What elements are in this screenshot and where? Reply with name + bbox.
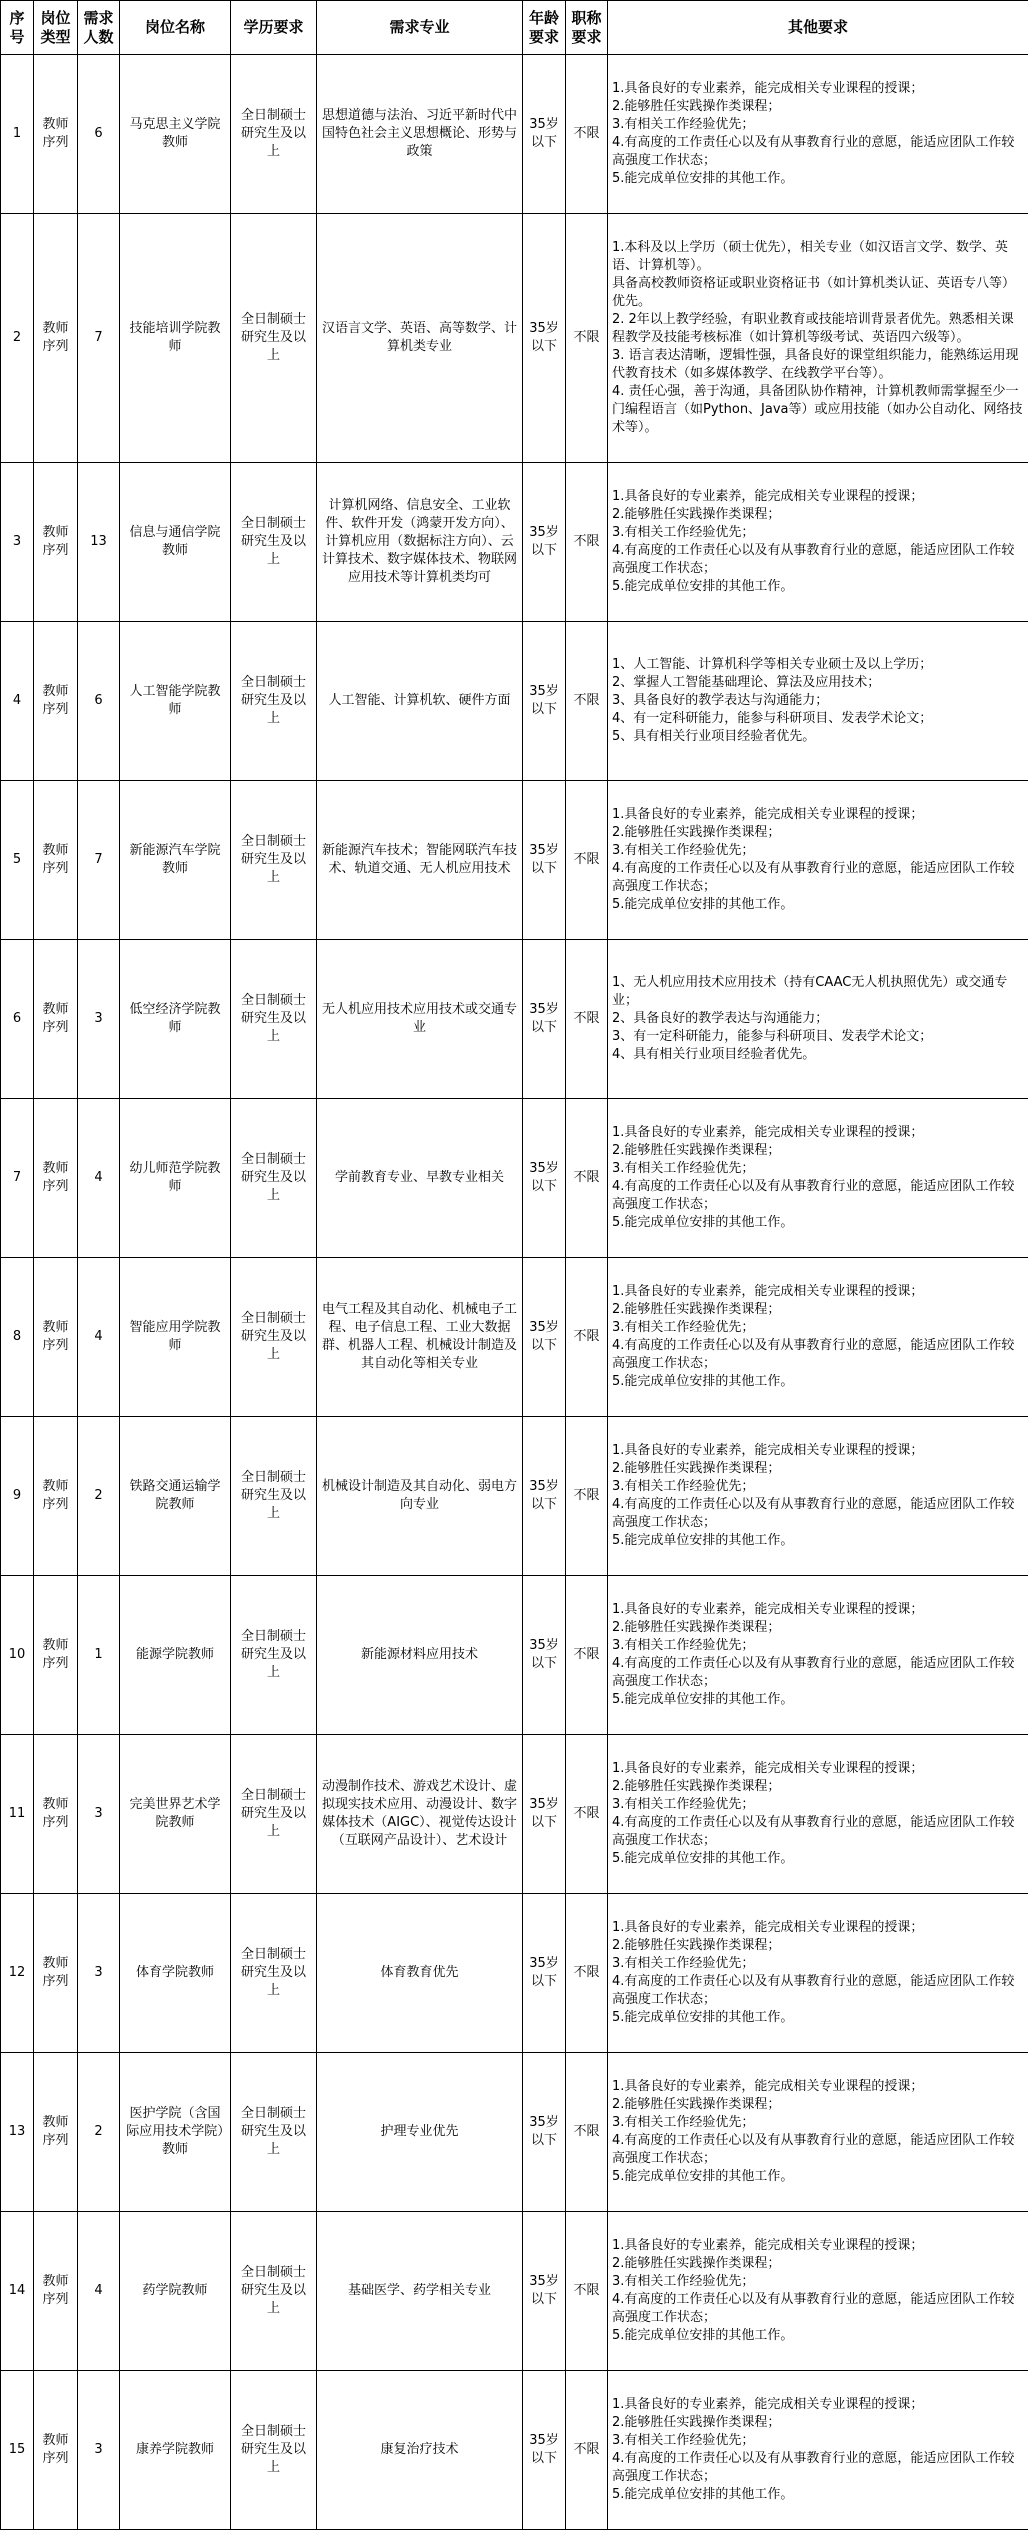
requirement-line: 4.有高度的工作责任心以及有从事教育行业的意愿，能适应团队工作较高强度工作状态； [612, 1974, 1015, 2007]
cell-major: 机械设计制造及其自动化、弱电方向专业 [317, 1417, 523, 1576]
requirement-line: 4.有高度的工作责任心以及有从事教育行业的意愿，能适应团队工作较高强度工作状态； [612, 1497, 1015, 1530]
cell-title: 不限 [566, 1894, 608, 2053]
cell-no: 12 [1, 1894, 34, 2053]
header-row [1, 1, 1028, 55]
cell-other [608, 781, 1028, 940]
cell-count: 2 [78, 1417, 120, 1576]
requirement-line: 4.有高度的工作责任心以及有从事教育行业的意愿，能适应团队工作较高强度工作状态； [612, 135, 1015, 168]
requirement-line: 4. 责任心强，善于沟通，具备团队协作精神，计算机教师需掌握至少一门编程语言（如Python、Java等）或应用技能（如办公自动化、网络技术等）。 [612, 384, 1023, 435]
cell-edu: 全日制硕士研究生及以上 [231, 1576, 317, 1735]
cell-age: 35岁以下 [523, 1417, 566, 1576]
table-row [1, 1417, 1028, 1576]
cell-edu: 全日制硕士研究生及以上 [231, 214, 317, 463]
cell-edu: 全日制硕士研究生及以上 [231, 1735, 317, 1894]
requirement-line: 2.能够胜任实践操作类课程； [612, 1779, 781, 1794]
requirement-line: 3.有相关工作经验优先； [612, 1797, 755, 1812]
requirement-line: 3. 语言表达清晰，逻辑性强，具备良好的课堂组织能力，能熟练运用现代教育技术（如多媒体教学、在线教学平台等）。 [612, 348, 1019, 381]
requirement-line: 3.有相关工作经验优先； [612, 1320, 755, 1335]
cell-age: 35岁以下 [523, 1894, 566, 2053]
cell-edu: 全日制硕士研究生及以上 [231, 622, 317, 781]
requirement-line: 2.能够胜任实践操作类课程； [612, 2097, 781, 2112]
cell-other [608, 1576, 1028, 1735]
requirement-line: 5.能完成单位安排的其他工作。 [612, 2169, 794, 2184]
cell-name: 铁路交通运输学院教师 [120, 1417, 231, 1576]
requirement-line: 5.能完成单位安排的其他工作。 [612, 897, 794, 912]
cell-type: 教师序列 [34, 1099, 78, 1258]
requirement-line: 5.能完成单位安排的其他工作。 [612, 2487, 794, 2502]
cell-major: 新能源汽车技术；智能网联汽车技术、轨道交通、无人机应用技术 [317, 781, 523, 940]
cell-age: 35岁以下 [523, 940, 566, 1099]
table-header [1, 1, 1028, 55]
requirement-line: 1.具备良好的专业素养，能完成相关专业课程的授课； [612, 1284, 924, 1299]
cell-age: 35岁以下 [523, 2371, 566, 2530]
cell-major: 新能源材料应用技术 [317, 1576, 523, 1735]
requirement-line: 2.能够胜任实践操作类课程； [612, 1143, 781, 1158]
table-row [1, 622, 1028, 781]
requirement-line: 4.有高度的工作责任心以及有从事教育行业的意愿，能适应团队工作较高强度工作状态； [612, 2292, 1015, 2325]
cell-no: 4 [1, 622, 34, 781]
cell-name: 信息与通信学院教师 [120, 463, 231, 622]
cell-type: 教师序列 [34, 55, 78, 214]
requirement-line: 3.有相关工作经验优先； [612, 2115, 755, 2130]
cell-count: 3 [78, 2371, 120, 2530]
cell-edu: 全日制硕士研究生及以上 [231, 1894, 317, 2053]
requirement-line: 4.有高度的工作责任心以及有从事教育行业的意愿，能适应团队工作较高强度工作状态； [612, 1179, 1015, 1212]
cell-name: 康养学院教师 [120, 2371, 231, 2530]
cell-type: 教师序列 [34, 463, 78, 622]
table-row [1, 2371, 1028, 2530]
cell-edu: 全日制硕士研究生及以上 [231, 2371, 317, 2530]
cell-edu: 全日制硕士研究生及以上 [231, 1258, 317, 1417]
requirement-line: 3.有相关工作经验优先； [612, 2433, 755, 2448]
cell-edu: 全日制硕士研究生及以上 [231, 781, 317, 940]
cell-count: 7 [78, 781, 120, 940]
cell-type: 教师序列 [34, 2371, 78, 2530]
cell-title: 不限 [566, 622, 608, 781]
requirement-line: 1、人工智能、计算机科学等相关专业硕士及以上学历； [612, 657, 933, 672]
cell-count: 6 [78, 55, 120, 214]
cell-major: 汉语言文学、英语、高等数学、计算机类专业 [317, 214, 523, 463]
requirement-line: 4.有高度的工作责任心以及有从事教育行业的意愿，能适应团队工作较高强度工作状态； [612, 1656, 1015, 1689]
cell-no: 8 [1, 1258, 34, 1417]
cell-major: 护理专业优先 [317, 2053, 523, 2212]
cell-type: 教师序列 [34, 940, 78, 1099]
requirement-line: 4.有高度的工作责任心以及有从事教育行业的意愿，能适应团队工作较高强度工作状态； [612, 2133, 1015, 2166]
requirement-line: 4.有高度的工作责任心以及有从事教育行业的意愿，能适应团队工作较高强度工作状态； [612, 861, 1015, 894]
cell-name: 药学院教师 [120, 2212, 231, 2371]
cell-other [608, 214, 1028, 463]
requirement-line: 3.有相关工作经验优先； [612, 525, 755, 540]
requirement-line: 3.有相关工作经验优先； [612, 1479, 755, 1494]
requirement-line: 2.能够胜任实践操作类课程； [612, 2415, 781, 2430]
requirement-line: 2.能够胜任实践操作类课程； [612, 2256, 781, 2271]
table-row [1, 1099, 1028, 1258]
cell-type: 教师序列 [34, 214, 78, 463]
cell-no: 11 [1, 1735, 34, 1894]
cell-title: 不限 [566, 1099, 608, 1258]
cell-name: 体育学院教师 [120, 1894, 231, 2053]
cell-major: 无人机应用技术应用技术或交通专业 [317, 940, 523, 1099]
cell-no: 13 [1, 2053, 34, 2212]
cell-other [608, 1258, 1028, 1417]
cell-title: 不限 [566, 55, 608, 214]
header-edu: 学历要求 [231, 1, 317, 55]
header-type: 岗位类型 [34, 1, 78, 55]
cell-name: 技能培训学院教师 [120, 214, 231, 463]
requirement-line: 4.有高度的工作责任心以及有从事教育行业的意愿，能适应团队工作较高强度工作状态； [612, 1338, 1015, 1371]
cell-edu: 全日制硕士研究生及以上 [231, 55, 317, 214]
requirement-line: 3、有一定科研能力，能参与科研项目、发表学术论文； [612, 1029, 933, 1044]
requirement-line: 2. 2年以上教学经验，有职业教育或技能培训背景者优先。熟悉相关课程教学及技能考核标准（如计算机等级考试、英语四六级等）。 [612, 312, 1014, 345]
cell-type: 教师序列 [34, 1894, 78, 2053]
table-row [1, 214, 1028, 463]
requirement-line: 3.有相关工作经验优先； [612, 843, 755, 858]
cell-title: 不限 [566, 2053, 608, 2212]
cell-edu: 全日制硕士研究生及以上 [231, 2212, 317, 2371]
cell-title: 不限 [566, 463, 608, 622]
cell-title: 不限 [566, 1417, 608, 1576]
requirement-line: 1.具备良好的专业素养，能完成相关专业课程的授课； [612, 807, 924, 822]
cell-major: 基础医学、药学相关专业 [317, 2212, 523, 2371]
cell-other [608, 2212, 1028, 2371]
cell-title: 不限 [566, 781, 608, 940]
requirement-line: 2.能够胜任实践操作类课程； [612, 1620, 781, 1635]
requirement-line: 5.能完成单位安排的其他工作。 [612, 1851, 794, 1866]
requirement-line: 1.具备良好的专业素养，能完成相关专业课程的授课； [612, 1920, 924, 1935]
cell-age: 35岁以下 [523, 214, 566, 463]
cell-major: 康复治疗技术 [317, 2371, 523, 2530]
cell-edu: 全日制硕士研究生及以上 [231, 2053, 317, 2212]
cell-type: 教师序列 [34, 1258, 78, 1417]
header-name: 岗位名称 [120, 1, 231, 55]
requirement-line: 3.有相关工作经验优先； [612, 1161, 755, 1176]
header-age: 年龄要求 [523, 1, 566, 55]
cell-count: 1 [78, 1576, 120, 1735]
requirement-line: 5.能完成单位安排的其他工作。 [612, 2328, 794, 2343]
cell-no: 14 [1, 2212, 34, 2371]
requirement-line: 5.能完成单位安排的其他工作。 [612, 1533, 794, 1548]
cell-no: 9 [1, 1417, 34, 1576]
cell-other [608, 622, 1028, 781]
cell-title: 不限 [566, 940, 608, 1099]
cell-type: 教师序列 [34, 1576, 78, 1735]
cell-other [608, 463, 1028, 622]
requirement-line: 1.具备良好的专业素养，能完成相关专业课程的授课； [612, 1125, 924, 1140]
cell-type: 教师序列 [34, 1735, 78, 1894]
cell-name: 低空经济学院教师 [120, 940, 231, 1099]
requirement-line: 2.能够胜任实践操作类课程； [612, 825, 781, 840]
requirement-line: 1.具备良好的专业素养，能完成相关专业课程的授课； [612, 2079, 924, 2094]
requirement-line: 1.具备良好的专业素养，能完成相关专业课程的授课； [612, 1602, 924, 1617]
table-row [1, 1576, 1028, 1735]
cell-major: 体育教育优先 [317, 1894, 523, 2053]
requirement-line: 具备高校教师资格证或职业资格证书（如计算机类认证、英语专八等）优先。 [612, 276, 1016, 309]
cell-name: 智能应用学院教师 [120, 1258, 231, 1417]
cell-age: 35岁以下 [523, 1258, 566, 1417]
cell-age: 35岁以下 [523, 1099, 566, 1258]
requirement-line: 1、无人机应用技术应用技术（持有CAAC无人机执照优先）或交通专业； [612, 975, 1008, 1008]
cell-count: 4 [78, 1099, 120, 1258]
cell-name: 完美世界艺术学院教师 [120, 1735, 231, 1894]
requirement-line: 1.具备良好的专业素养，能完成相关专业课程的授课； [612, 2397, 924, 2412]
cell-count: 13 [78, 463, 120, 622]
cell-major: 人工智能、计算机软、硬件方面 [317, 622, 523, 781]
table-row [1, 463, 1028, 622]
cell-other [608, 1417, 1028, 1576]
cell-title: 不限 [566, 2371, 608, 2530]
cell-edu: 全日制硕士研究生及以上 [231, 940, 317, 1099]
requirement-line: 1.具备良好的专业素养，能完成相关专业课程的授课； [612, 81, 924, 96]
table-row [1, 55, 1028, 214]
cell-major: 思想道德与法治、习近平新时代中国特色社会主义思想概论、形势与政策 [317, 55, 523, 214]
cell-title: 不限 [566, 214, 608, 463]
requirement-line: 4.有高度的工作责任心以及有从事教育行业的意愿，能适应团队工作较高强度工作状态； [612, 1815, 1015, 1848]
cell-type: 教师序列 [34, 2053, 78, 2212]
cell-edu: 全日制硕士研究生及以上 [231, 463, 317, 622]
requirement-line: 1.具备良好的专业素养，能完成相关专业课程的授课； [612, 1761, 924, 1776]
cell-no: 1 [1, 55, 34, 214]
cell-name: 医护学院（含国际应用技术学院）教师 [120, 2053, 231, 2212]
cell-age: 35岁以下 [523, 2212, 566, 2371]
cell-no: 3 [1, 463, 34, 622]
requirement-line: 3、具备良好的教学表达与沟通能力； [612, 693, 829, 708]
cell-other [608, 55, 1028, 214]
cell-name: 能源学院教师 [120, 1576, 231, 1735]
requirement-line: 5.能完成单位安排的其他工作。 [612, 579, 794, 594]
cell-count: 3 [78, 1894, 120, 2053]
cell-title: 不限 [566, 1735, 608, 1894]
cell-major: 电气工程及其自动化、机械电子工程、电子信息工程、工业大数据群、机器人工程、机械设计制造及其自动化等相关专业 [317, 1258, 523, 1417]
cell-count: 2 [78, 2053, 120, 2212]
requirement-line: 3.有相关工作经验优先； [612, 2274, 755, 2289]
cell-no: 10 [1, 1576, 34, 1735]
table-row [1, 781, 1028, 940]
requirement-line: 3.有相关工作经验优先； [612, 1956, 755, 1971]
cell-count: 6 [78, 622, 120, 781]
cell-age: 35岁以下 [523, 463, 566, 622]
cell-age: 35岁以下 [523, 622, 566, 781]
cell-type: 教师序列 [34, 2212, 78, 2371]
cell-age: 35岁以下 [523, 2053, 566, 2212]
cell-other [608, 2053, 1028, 2212]
cell-other [608, 1894, 1028, 2053]
requirement-line: 2.能够胜任实践操作类课程； [612, 1302, 781, 1317]
table-row [1, 1735, 1028, 1894]
cell-name: 幼儿师范学院教师 [120, 1099, 231, 1258]
cell-edu: 全日制硕士研究生及以上 [231, 1099, 317, 1258]
requirement-line: 2、掌握人工智能基础理论、算法及应用技术； [612, 675, 881, 690]
cell-no: 15 [1, 2371, 34, 2530]
requirement-line: 1.具备良好的专业素养，能完成相关专业课程的授课； [612, 2238, 924, 2253]
cell-major: 学前教育专业、早教专业相关 [317, 1099, 523, 1258]
cell-edu: 全日制硕士研究生及以上 [231, 1417, 317, 1576]
cell-age: 35岁以下 [523, 781, 566, 940]
requirement-line: 3.有相关工作经验优先； [612, 1638, 755, 1653]
cell-count: 3 [78, 1735, 120, 1894]
cell-type: 教师序列 [34, 622, 78, 781]
requirement-line: 4、有一定科研能力，能参与科研项目、发表学术论文； [612, 711, 933, 726]
requirement-line: 5.能完成单位安排的其他工作。 [612, 1374, 794, 1389]
cell-name: 新能源汽车学院教师 [120, 781, 231, 940]
requirement-line: 3.有相关工作经验优先； [612, 117, 755, 132]
cell-name: 人工智能学院教师 [120, 622, 231, 781]
table-row [1, 1894, 1028, 2053]
header-major: 需求专业 [317, 1, 523, 55]
cell-no: 6 [1, 940, 34, 1099]
requirement-line: 5.能完成单位安排的其他工作。 [612, 171, 794, 186]
requirement-line: 1.本科及以上学历（硕士优先），相关专业（如汉语言文学、数学、英语、计算机等）。 [612, 240, 1008, 273]
cell-major: 计算机网络、信息安全、工业软件、软件开发（鸿蒙开发方向）、计算机应用（数据标注方向）、云计算技术、数字媒体技术、物联网应用技术等计算机类均可 [317, 463, 523, 622]
requirement-line: 4、具有相关行业项目经验者优先。 [612, 1047, 816, 1062]
requirement-line: 2.能够胜任实践操作类课程； [612, 1461, 781, 1476]
cell-other [608, 1735, 1028, 1894]
requirement-line: 2.能够胜任实践操作类课程； [612, 99, 781, 114]
requirement-line: 2.能够胜任实践操作类课程； [612, 1938, 781, 1953]
table-row [1, 1258, 1028, 1417]
cell-type: 教师序列 [34, 1417, 78, 1576]
cell-age: 35岁以下 [523, 1735, 566, 1894]
requirement-line: 2.能够胜任实践操作类课程； [612, 507, 781, 522]
cell-title: 不限 [566, 2212, 608, 2371]
table-row [1, 2212, 1028, 2371]
cell-no: 5 [1, 781, 34, 940]
requirement-line: 5.能完成单位安排的其他工作。 [612, 1215, 794, 1230]
cell-major: 动漫制作技术、游戏艺术设计、虚拟现实技术应用、动漫设计、数字媒体技术（AIGC）、视觉传达设计（互联网产品设计）、艺术设计 [317, 1735, 523, 1894]
cell-name: 马克思主义学院教师 [120, 55, 231, 214]
cell-title: 不限 [566, 1576, 608, 1735]
cell-count: 7 [78, 214, 120, 463]
requirement-line: 5.能完成单位安排的其他工作。 [612, 1692, 794, 1707]
cell-count: 4 [78, 2212, 120, 2371]
cell-other [608, 1099, 1028, 1258]
cell-age: 35岁以下 [523, 55, 566, 214]
cell-type: 教师序列 [34, 781, 78, 940]
cell-age: 35岁以下 [523, 1576, 566, 1735]
table-body [1, 55, 1028, 2530]
header-no: 序号 [1, 1, 34, 55]
cell-other [608, 940, 1028, 1099]
cell-no: 7 [1, 1099, 34, 1258]
header-count: 需求人数 [78, 1, 120, 55]
cell-count: 3 [78, 940, 120, 1099]
header-other: 其他要求 [608, 1, 1028, 55]
requirement-line: 5、具有相关行业项目经验者优先。 [612, 729, 816, 744]
requirement-line: 5.能完成单位安排的其他工作。 [612, 2010, 794, 2025]
cell-other [608, 2371, 1028, 2530]
header-title: 职称要求 [566, 1, 608, 55]
requirement-line: 4.有高度的工作责任心以及有从事教育行业的意愿，能适应团队工作较高强度工作状态； [612, 543, 1015, 576]
requirement-line: 2、具备良好的教学表达与沟通能力； [612, 1011, 829, 1026]
cell-title: 不限 [566, 1258, 608, 1417]
table-row [1, 2053, 1028, 2212]
requirement-line: 1.具备良好的专业素养，能完成相关专业课程的授课； [612, 489, 924, 504]
cell-no: 2 [1, 214, 34, 463]
cell-count: 4 [78, 1258, 120, 1417]
requirement-line: 1.具备良好的专业素养，能完成相关专业课程的授课； [612, 1443, 924, 1458]
requirement-line: 4.有高度的工作责任心以及有从事教育行业的意愿，能适应团队工作较高强度工作状态； [612, 2451, 1015, 2484]
table-row [1, 940, 1028, 1099]
